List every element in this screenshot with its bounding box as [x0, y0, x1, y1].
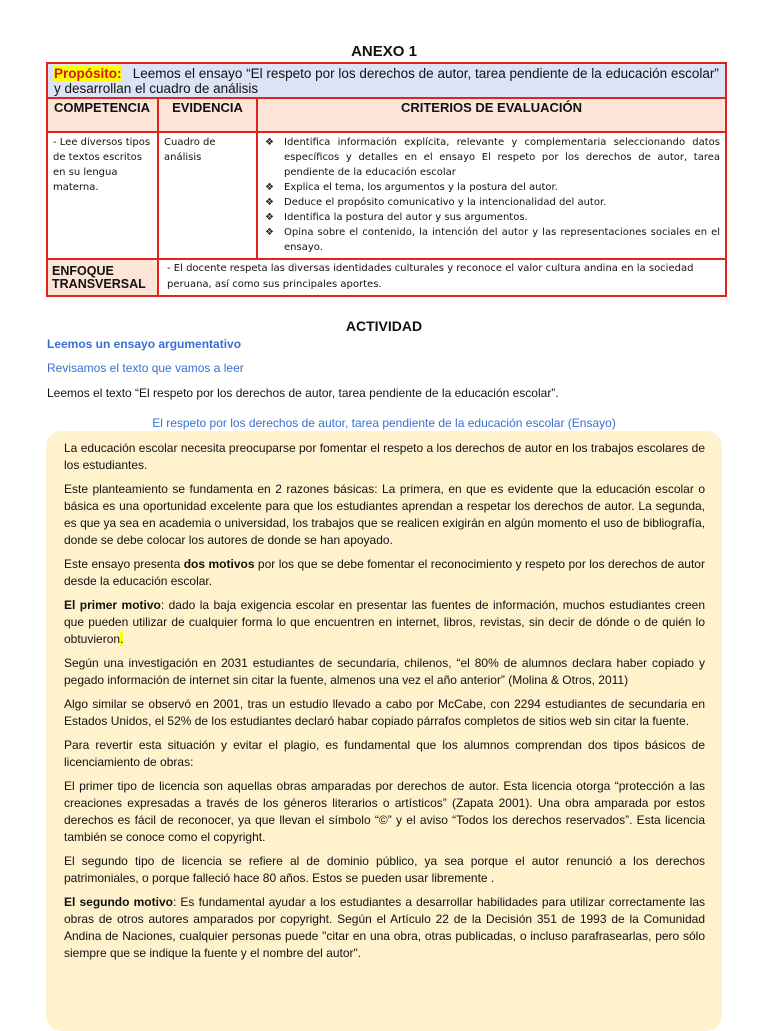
proposito-cell [47, 63, 726, 98]
column-header-evidencia: EVIDENCIA [158, 98, 257, 132]
highlighted-period: . [120, 632, 124, 646]
column-header-competencia: COMPETENCIA [47, 98, 158, 132]
activity-intro: Leemos el texto “El respeto por los derechos de autor, tarea pendiente de la educación escolar”. [47, 386, 559, 400]
essay-paragraph: Según una investigación en 2031 estudiantes de secundaria, chilenos, “el 80% de alumnos declara haber copiado y pegado información de internet sin citar la fuente, almenos una vez el año anterior” (Molina & Otros, 2011) [64, 656, 705, 687]
enfoque-label: ENFOQUE TRANSVERSAL [47, 259, 158, 296]
enfoque-text: - El docente respeta las diversas identidades culturales y reconoce el valor cultura andina en la sociedad peruana, así como sus principales aportes. [158, 259, 726, 296]
criterio-item: ❖ Deduce el propósito comunicativo y la intencionalidad del autor. [265, 197, 607, 208]
essay-paragraph: Este planteamiento se fundamenta en 2 razones básicas: La primera, en que es evidente que la educación escolar o básica es una oportunidad excelente para que los estudiantes aprendan a respetar los derechos de autor. La segunda, es que ya sea en academia o universidad, los trabajos que se realicen exigirán en algún momento el uso de bibliografía, donde se debe colocar los autores de donde se han apoyado. [64, 482, 705, 547]
evidencia-cell: Cuadro de análisis [158, 132, 257, 259]
competencia-cell: - Lee diversos tipos de textos escritos en su lengua materna. [47, 132, 158, 259]
column-header-criterios: CRITERIOS DE EVALUACIÓN [257, 98, 726, 132]
essay-body [64, 440, 705, 969]
essay-caption: El respeto por los derechos de autor, tarea pendiente de la educación escolar (Ensayo) [152, 416, 616, 430]
activity-title: ACTIVIDAD [345, 318, 423, 334]
diamond-bullet-icon: ❖ [265, 212, 274, 223]
annex-title: ANEXO 1 [351, 43, 417, 60]
essay-paragraph: El primer motivo: dado la baja exigencia escolar en presentar las fuentes de información, muchos estudiantes creen que pueden utilizar de cualquier forma lo que encuentren en internet, libros, revistas, sin decir de dónde o de quién lo obtuvieron. [64, 598, 706, 646]
criterios-list [263, 135, 720, 255]
diamond-bullet-icon: ❖ [265, 182, 274, 193]
diamond-bullet-icon: ❖ [265, 197, 274, 208]
criterio-item: ❖ Explica el tema, los argumentos y la postura del autor. [265, 182, 558, 193]
activity-subheading: Revisamos el texto que vamos a leer [47, 361, 244, 375]
criterio-item: ❖ Opina sobre el contenido, la intención del autor y las representaciones sociales en el ensayo. [265, 227, 721, 253]
activity-heading: Leemos un ensayo argumentativo [47, 337, 242, 351]
diamond-bullet-icon: ❖ [265, 227, 274, 238]
essay-paragraph: El segundo motivo: Es fundamental ayudar a los estudiantes a desarrollar habilidades para utilizar correctamente las obras de otros autores amparados por copyright. Según el Artículo 22 de la Decisión 351 de 1993 de la Comunidad Andina de Naciones, cualquier personas puede "citar en una obra, otras publicadas, o incluso parafrasearlas, pero sólo siempre que se indique la fuente y el nombre del autor". [64, 895, 705, 960]
essay-paragraph: Algo similar se observó en 2001, tras un estudio llevado a cabo por McCabe, con 2294 estudiantes de secundaria en Estados Unidos, el 52% de los estudiantes declaró habar copiado párrafos completos de sitios web sin citar la fuente. [64, 697, 705, 728]
essay-paragraph: La educación escolar necesita preocuparse por fomentar el respeto a los derechos de autor en los trabajos escolares de los estudiantes. [64, 441, 705, 472]
essay-paragraph: El primer tipo de licencia son aquellas obras amparadas por derechos de autor. Esta licencia otorga “protección a las creaciones expresadas a través de los géneros literarios o artísticos” (Zapata 2001). Una obra amparada por estos derechos es fácil de reconocer, ya que llevan el símbolo “©” y el aviso “Todos los derechos reservados”. Esta licencia también se conoce como el copyright. [64, 779, 705, 844]
criterios-cell [257, 132, 726, 259]
proposito-text: Leemos el ensayo “El respeto por los derechos de autor, tarea pendiente de la educación escolar” y desarrollan el cuadro de análisis [54, 66, 719, 96]
evaluation-plan-table [46, 62, 727, 297]
criterio-item: ❖ Identifica la postura del autor y sus argumentos. [265, 212, 528, 223]
diamond-bullet-icon: ❖ [265, 137, 274, 148]
essay-paragraph: El segundo tipo de licencia se refiere al de dominio público, ya sea porque el autor renunció a los derechos patrimoniales, o porque falleció hace 80 años. Estos se pueden usar libremente . [64, 854, 705, 885]
essay-paragraph: Para revertir esta situación y evitar el plagio, es fundamental que los alumnos comprendan dos tipos básicos de licenciamiento de obras: [64, 738, 705, 769]
criterio-item: ❖ Identifica información explícita, relevante y complementaria seleccionando datos específicos y detalles en el ensayo El respeto por los derechos de autor, tarea pendiente de la educación escolar [265, 137, 721, 178]
essay-paragraph: Este ensayo presenta dos motivos por los que se debe fomentar el reconocimiento y respeto por los derechos de autor desde la educación escolar. [64, 557, 705, 588]
proposito-label: Propósito: [54, 66, 122, 81]
